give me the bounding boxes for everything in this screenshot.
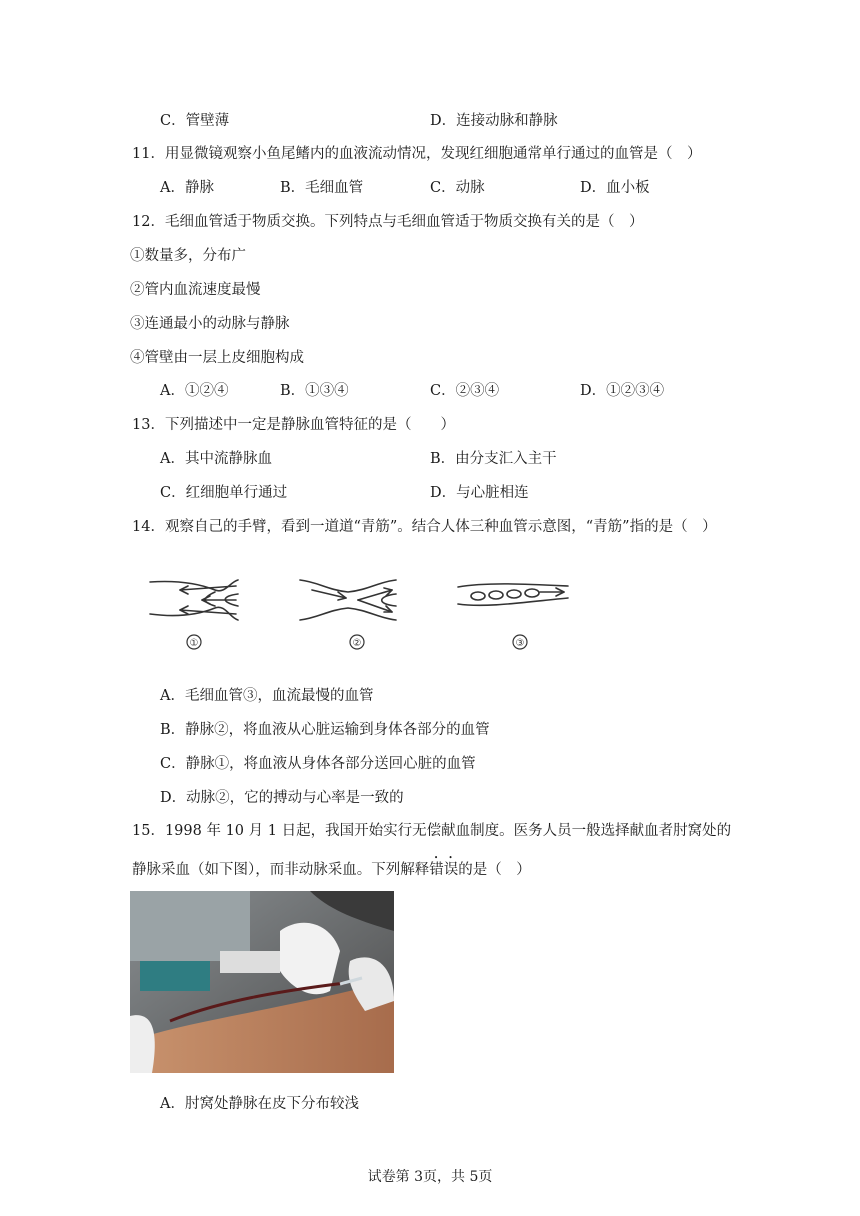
vessel-figure-2 [300,580,396,620]
q12-item-2: ②管内血流速度最慢 [130,282,261,298]
q15-stem-part1: 静脉采血（如下图），而非动脉采血。下列解释 [132,862,430,878]
page-footer: 试卷第 3页，共 5页 [367,1169,493,1185]
q12-option-d: D．①②③④ [580,383,665,399]
q12-item-4: ④管壁由一层上皮细胞构成 [130,350,304,366]
q11-option-b: B．毛细血管 [280,180,364,196]
q12-option-b: B．①③④ [280,383,349,399]
q15-stem-line1: 15．1998 年 10 月 1 日起，我国开始实行无偿献血制度。医务人员一般选择献血者肘窝处的 [132,823,732,839]
q13-stem: 13．下列描述中一定是静脉血管特征的是（ ） [132,417,455,433]
q12-item-3: ③连通最小的动脉与静脉 [130,316,290,332]
vessel-figure-1 [150,580,238,620]
q12-item-1: ①数量多，分布广 [130,248,246,264]
q15-stem-part3: 的是（ ） [458,862,531,878]
q13-option-b: B．由分支汇入主干 [430,451,557,467]
q10-option-d: D．连接动脉和静脉 [430,113,558,129]
q13-option-c: C．红细胞单行通过 [160,485,288,501]
q15-stem-line2 [132,854,531,880]
q15-stem-emphasis: 错误 [429,862,459,878]
q10-option-c: C．管壁薄 [160,113,230,129]
q11-stem: 11．用显微镜观察小鱼尾鳍内的血液流动情况，发现红细胞通常单行通过的血管是（ ） [132,146,702,162]
q14-option-d: D．动脉②，它的搏动与心率是一致的 [160,790,404,806]
q14-stem: 14．观察自己的手臂，看到一道道“青筋”。结合人体三种血管示意图，“青筋”指的是（ ） [132,519,717,535]
q14-option-b: B．静脉②，将血液从心脏运输到身体各部分的血管 [160,722,490,738]
q12-option-c: C．②③④ [430,383,500,399]
blood-vessel-diagram [140,572,580,657]
q13-option-d: D．与心脏相连 [430,485,529,501]
blood-draw-photo [130,891,394,1073]
q15-option-a: A．肘窝处静脉在皮下分布较浅 [160,1096,359,1112]
figure-label-1: ① [189,638,199,649]
q11-option-c: C．动脉 [430,180,485,196]
q11-option-a: A．静脉 [160,180,214,196]
q11-option-d: D．血小板 [580,180,650,196]
q14-option-a: A．毛细血管③，血流最慢的血管 [160,688,374,704]
figure-label-3: ③ [515,638,525,649]
figure-label-2: ② [352,638,362,649]
q12-stem: 12．毛细血管适于物质交换。下列特点与毛细血管适于物质交换有关的是（ ） [132,214,644,230]
q14-option-c: C．静脉①，将血液从身体各部分送回心脏的血管 [160,756,476,772]
vessel-figure-3 [458,584,568,605]
q12-option-a: A．①②④ [160,383,229,399]
q13-option-a: A．其中流静脉血 [160,451,272,467]
